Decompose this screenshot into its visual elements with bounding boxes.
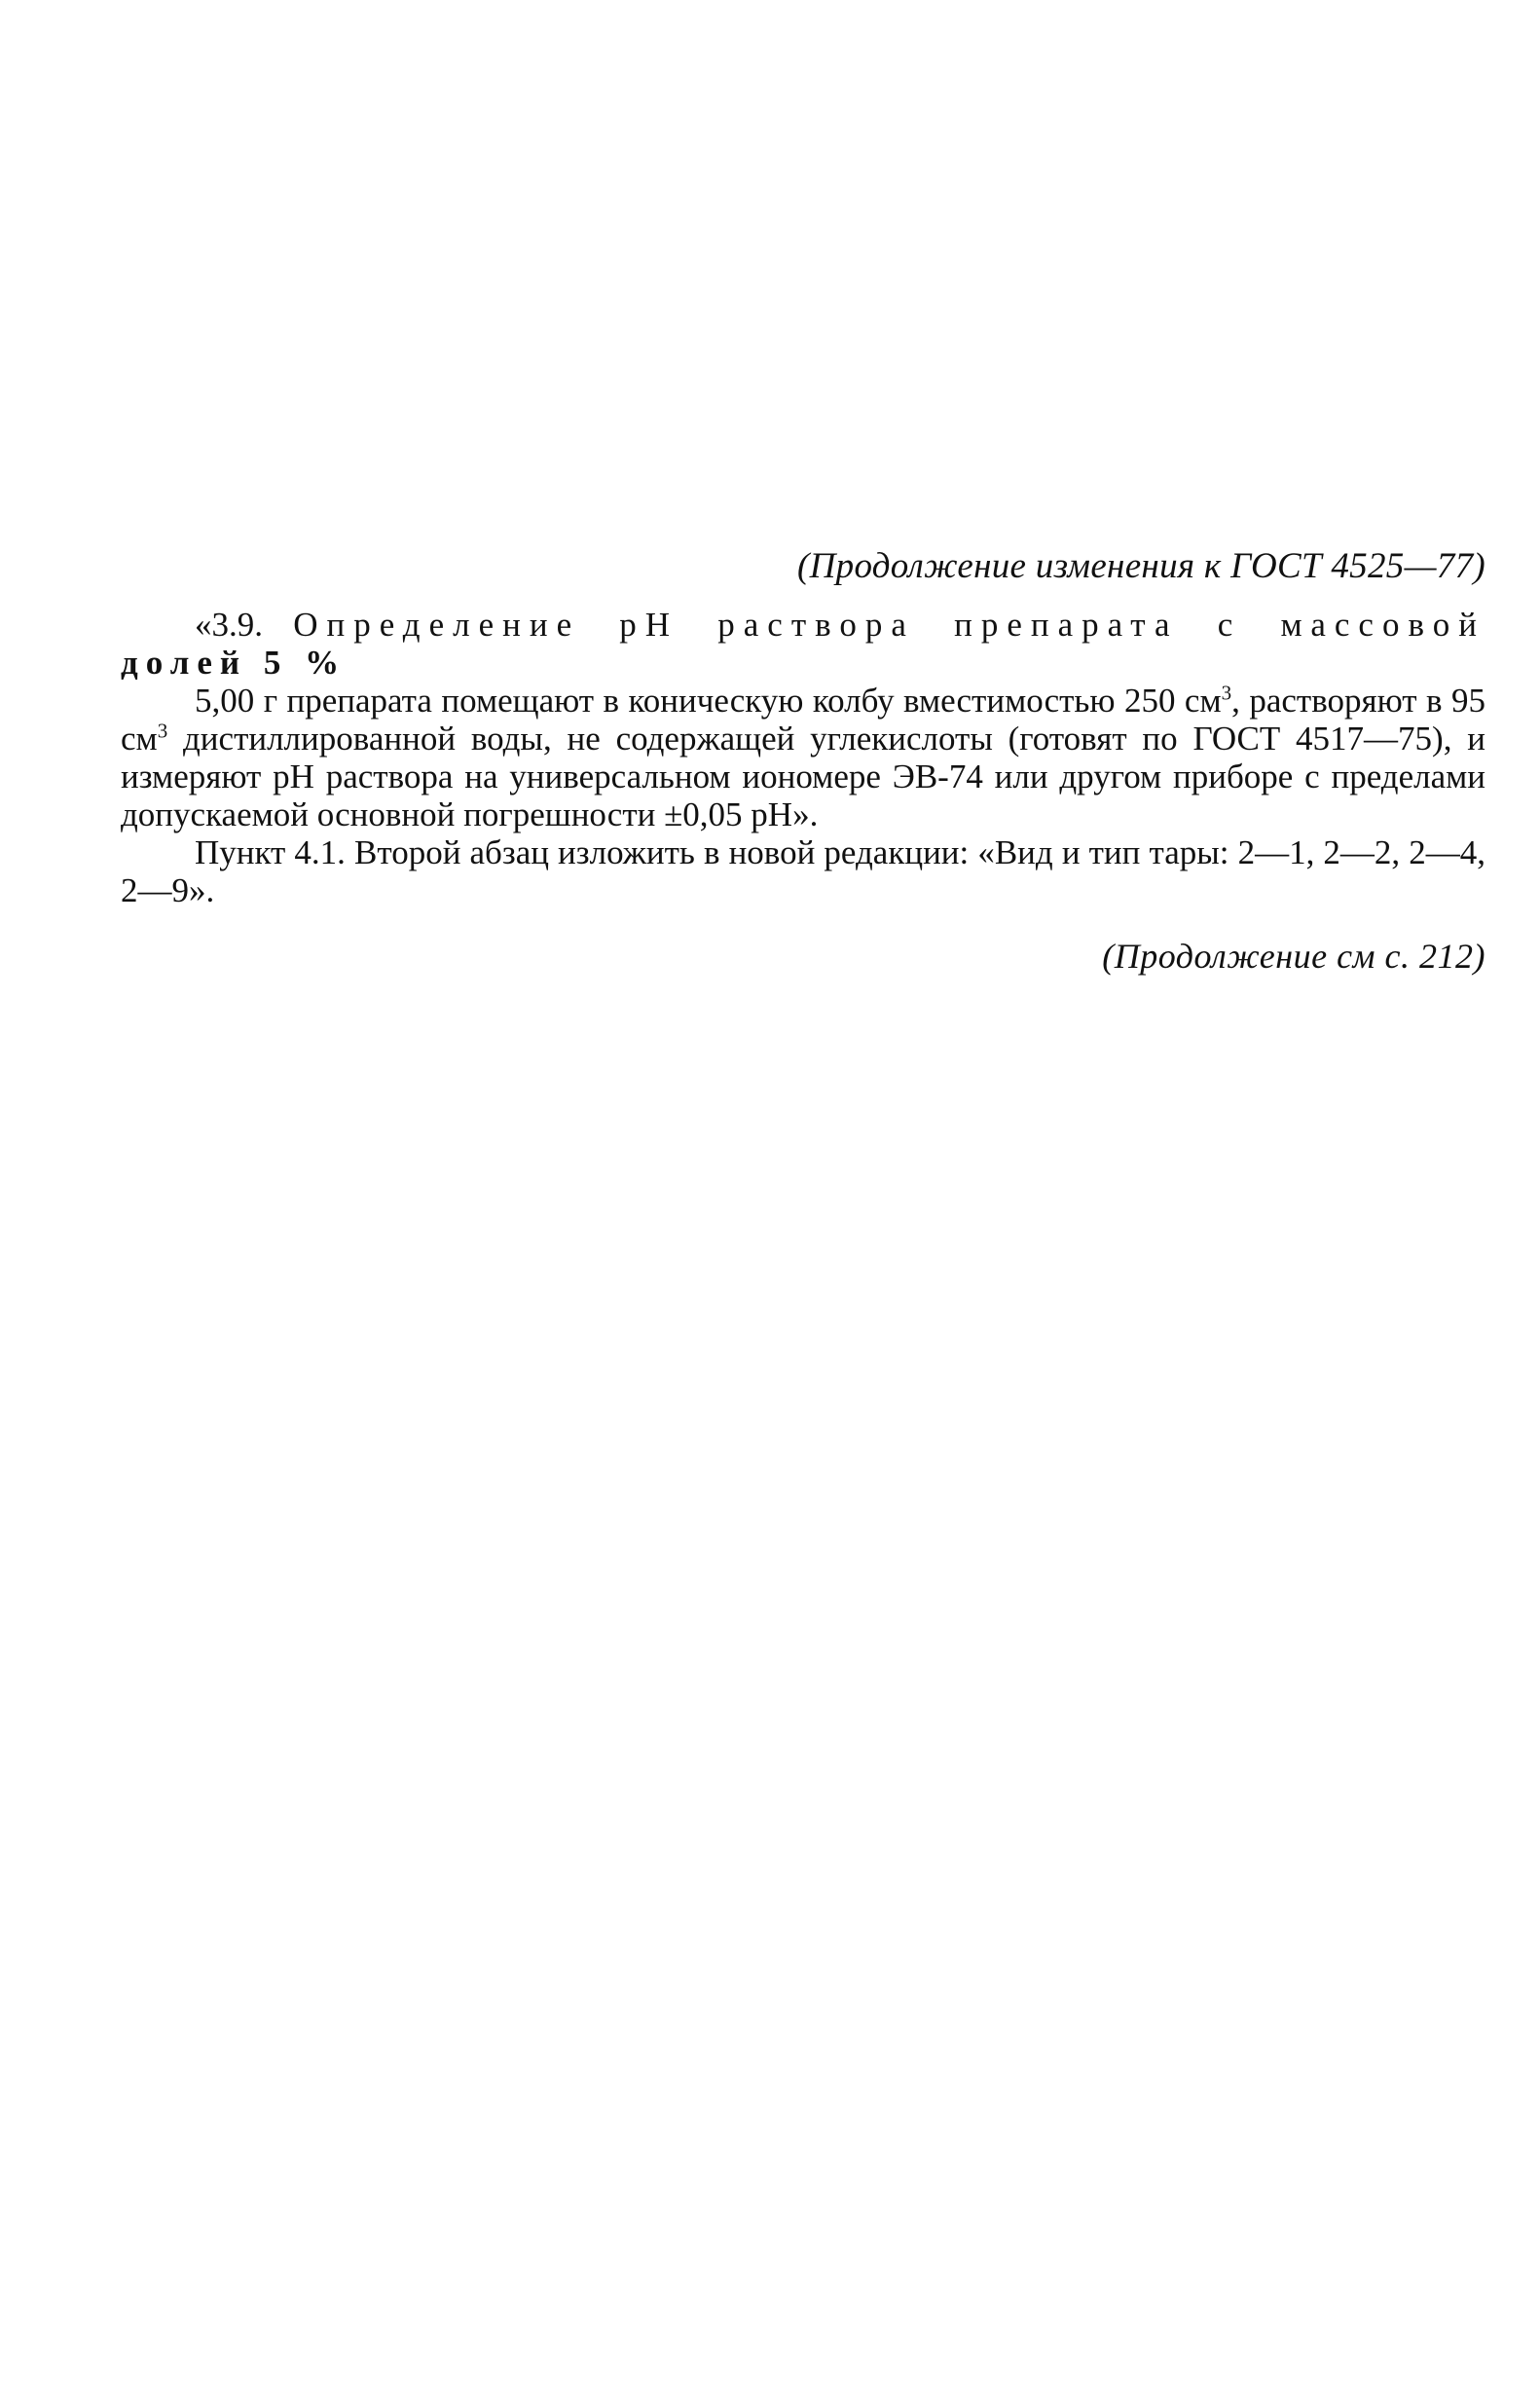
section-number: «3.9. <box>195 606 263 644</box>
section-heading <box>121 606 1485 644</box>
continuation-footer: (Продолжение см с. 212) <box>1102 937 1485 976</box>
continuation-header: (Продолжение изменения к ГОСТ 4525—77) <box>797 546 1485 586</box>
superscript-cube-b: 3 <box>157 719 168 743</box>
section-title-continued <box>121 644 1485 682</box>
paragraph-amendment: Пункт 4.1. Второй абзац изложить в новой редакции: «Вид и тип тары: 2—1, 2—2, 2—4, 2—9». <box>121 833 1485 909</box>
superscript-cube-a: 3 <box>1221 681 1232 705</box>
section-title: Определение pH раствора препарата с массовой <box>293 606 1485 644</box>
section-title-line-2: долей 5 % <box>121 644 348 682</box>
paragraph-procedure-part-b: , растворяют в 95 см <box>121 682 1485 758</box>
paragraph-procedure-part-a: 5,00 г препарата помещают в коническую колбу вместимостью 250 см <box>195 682 1222 720</box>
paragraph-procedure-part-c: дистиллированной воды, не содержащей углекислоты (готовят по ГОСТ 4517—75), и измеряют pH раствора на универсальном иономере ЭВ-74 или другом приборе с пределами допускаемой основной погрешности ±0,05 pH». <box>121 720 1485 833</box>
paragraph-procedure <box>121 682 1485 833</box>
document-page <box>121 545 1485 978</box>
